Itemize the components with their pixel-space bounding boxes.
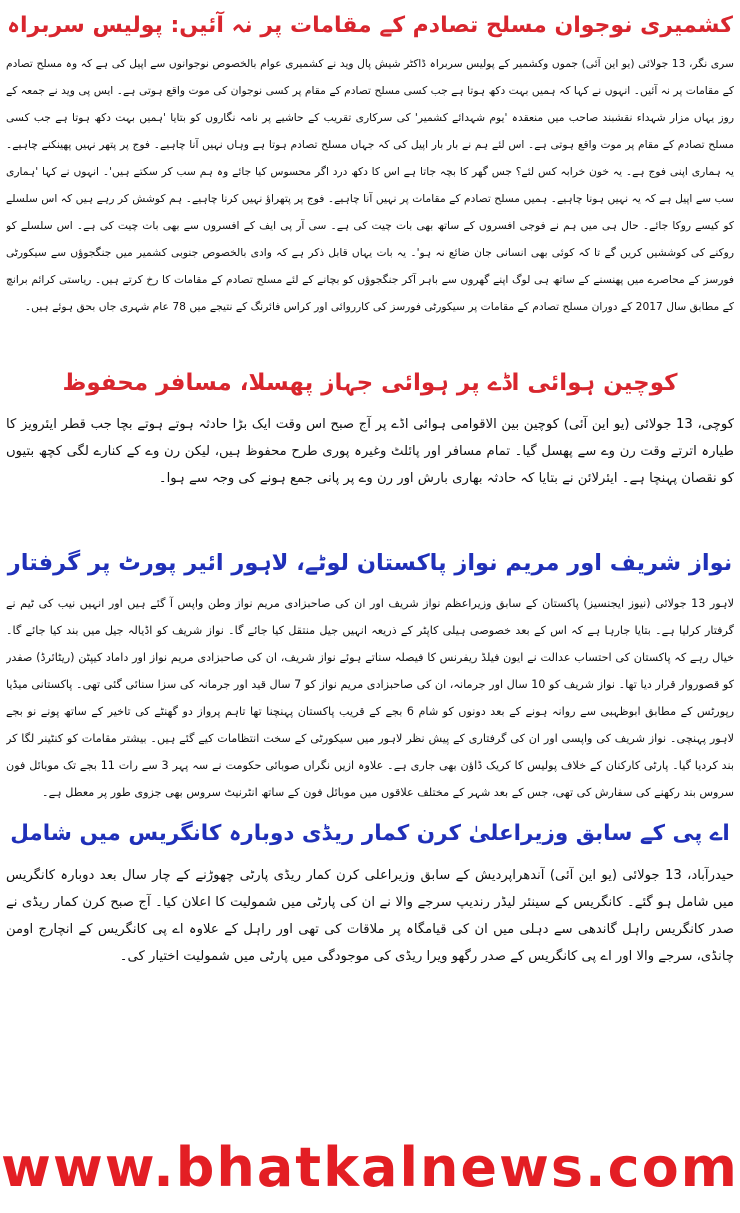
- headline-kiran-kumar-reddy: اے پی کے سابق وزیراعلیٰ کرن کمار ریڈی دوبارہ کانگریس میں شامل: [10, 821, 730, 846]
- article-kashmir-police: [6, 4, 734, 345]
- site-url-footer[interactable]: www.bhatkalnews.com: [1, 1136, 739, 1199]
- headline-kashmir-police: کشمیری نوجوان مسلح تصادم کے مقامات پر نہ آئیں: پولیس سربراہ: [7, 13, 733, 38]
- headline-nawaz-sharif: نواز شریف اور مریم نواز پاکستان لوٹے، لاہور ائیر پورٹ پر گرفتار: [7, 550, 733, 576]
- article-kochi-airport: [6, 361, 734, 519]
- body-kochi-airport: کوچی، 13 جولائی (یو این آئی) کوچین بین الاقوامی ہوائی اڈے پر آج صبح اس وقت ایک بڑا حادثہ ہوتے ہوتے بچا جب قطر ایئرویز کا طیارہ اترتے وقت رن وے سے پھسل گیا۔ تمام مسافر اور پائلٹ وغیرہ پوری طرح محفوظ ہیں، لیکن رن وے کے کنارے لگی کچھ بتیوں کو نقصان پہنچا ہے۔ ایئرلائن نے بتایا کہ حادثہ بھاری بارش اور رن وے پر پانی جمع ہونے کی وجہ سے ہوا۔: [6, 417, 734, 486]
- article-nawaz-sharif: [6, 540, 734, 806]
- article-kiran-kumar-reddy: [6, 812, 734, 970]
- body-kiran-kumar-reddy: حیدرآباد، 13 جولائی (یو این آئی) آندھراپردیش کے سابق وزیراعلی کرن کمار ریڈی پارٹی چھوڑنے کے چار سال بعد دوبارہ کانگریس میں شامل ہو گئے۔ کانگریس کے سینئر لیڈر رندیپ سرجے والا نے ان کی پارٹی میں شمولیت کا اعلان کیا۔ آج صبح کرن کمار ریڈی نے صدر کانگریس راہل گاندھی سے دہلی میں ان کی قیامگاہ پر ملاقات کی تھی اور راہل کے علاوہ اے پی کانگریس کے انچارج اومن چانڈی، سرجے والا اور اے پی کانگریس کے صدر رگھو ویرا ریڈی کی موجودگی میں پارٹی میں شمولیت اختیار کی۔: [6, 868, 734, 964]
- body-nawaz-sharif: لاہور 13 جولائی (نیوز ایجنسیز) پاکستان کے سابق وزیراعظم نواز شریف اور ان کی صاحبزادی مریم نواز وطن واپس آ گئے ہیں اور انہیں نیب کی ٹیم نے گرفتار کرلیا ہے۔ بتایا جارہا ہے کہ اس کے بعد خصوصی ہیلی کاپٹر کے ذریعہ انہیں جیل منتقل کیا جائے گا۔ نواز شریف کو اڈیالہ جیل میں بند کیا جائے گا۔ خیال رہے کہ پاکستان کی احتساب عدالت نے ایون فیلڈ ریفرنس کا فیصلہ سناتے ہوئے نواز شریف، ان کی صاحبزادی مریم نواز اور داماد کیپٹن (ریٹائرڈ) صفدر کو قصوروار قرار دیا تھا۔ نواز شریف کو 10 سال اور جرمانہ، ان کی صاحبزادی مریم نواز کو 7 سال قید اور جرمانہ کی سزا سنائی گئی تھی۔ پاکستانی میڈیا رپورٹس کے مطابق ابوظہبی سے روانہ ہونے کے بعد دونوں کو شام 6 بجے کے قریب پاکستان پہنچنا تھا تاہم پرواز دو گھنٹے کی تاخیر کے ساتھ پونے نو بجے لاہور پہنچی۔ نواز شریف کی واپسی اور ان کی گرفتاری کے پیش نظر لاہور میں سیکورٹی کے سخت انتظامات کیے گئے ہیں۔ بیشتر مقامات کو کنٹینر لگا کر بند کردیا گیا۔ پارٹی کارکنان کے خلاف پولیس کا کریک ڈاؤن بھی جاری ہے۔ علاوہ ازیں نگراں صوبائی حکومت نے سہ پہر 3 سے رات 11 بجے تک موبائل فون سروس بند رکھنے کی سفارش کی تھی، جس کے بعد شہر کے مختلف علاقوں میں موبائل فون کے ساتھ انٹرنیٹ سروس بھی جزوی طور پر معطل ہے۔: [6, 597, 734, 799]
- headline-kochi-airport: کوچین ہوائی اڈے پر ہوائی جہاز پھسلا، مسافر محفوظ: [62, 370, 678, 396]
- body-kashmir-police: سری نگر، 13 جولائی (یو این آئی) جموں وکشمیر کے پولیس سربراہ ڈاکٹر شیش پال وید نے کشمیری عوام بالخصوص نوجوانوں سے اپیل کی ہے کہ وہ مسلح تصادم کے مقامات پر نہ آئیں۔ انہوں نے کہا کہ ہمیں بہت دکھ ہوتا ہے جب کسی مسلح تصادم کے مقام پر کسی نوجوان کی موت واقع ہوتی ہے۔ ایس پی وید نے جمعہ کے روز یہاں مزار شہداء نقشبند صاحب میں منعقدہ 'یوم شہدائے کشمیر' کی سرکاری تقریب کے حاشیے پر نامہ نگاروں کو بتایا 'ہمیں بہت دکھ ہوتا ہے جب کسی مسلح تصادم کے مقام پر موت واقع ہوتی ہے۔ اس لئے ہم نے بار بار اپیل کی کہ جہاں مسلح تصادم ہوتا ہے وہاں نہیں آنا چاہیے۔ فوج پر پتھر نہیں پھینکنے چاہیے۔ یہ ہماری اپنی فوج ہے۔ یہ خون خرابہ کس لئے؟ جس گھر کا بچہ جاتا ہے اس کا دکھ درد اگر محسوس کیا جائے وہ ہم سب کر سکتے ہیں'۔ انہوں نے کہا 'ہماری سب سے اپیل ہے کہ یہ نہیں ہونا چاہیے۔ ہمیں مسلح تصادم کے مقامات پر نہیں آنا چاہیے۔ فوج پر پتھراؤ نہیں کرنا چاہیے۔ ہم کوشش کر رہے ہیں کہ اس سلسلے کو کیسے روکا جائے۔ حال ہی میں ہم نے فوجی افسروں کے ساتھ بھی بات چیت کی ہے۔ سی آر پی ایف کے افسروں سے بھی بات چیت کی ہے۔ اس سلسلے کو روکنے کی کوششیں کریں گے تا کہ کوئی بھی انسانی جان ضائع نہ ہو'۔ یہ بات یہاں قابل ذکر ہے کہ وادی بالخصوص جنوبی کشمیر میں جنگجوؤں سے سیکورٹی فورسز کے محاصرے میں پھنسنے کے ساتھ ہی لوگ اپنے گھروں سے باہر آکر جنگجوؤں کو بچانے کے لئے مسلح تصادم کے مقامات کا رخ کرتے ہیں۔ ریاستی کرائم برانچ کے مطابق سال 2017 کے دوران مسلح تصادم کے مقامات پر سیکورٹی فورسز کی کارروائی اور کراس فائرنگ کے نتیجے میں 78 عام شہری جاں بحق ہوئے ہیں۔: [6, 57, 734, 313]
